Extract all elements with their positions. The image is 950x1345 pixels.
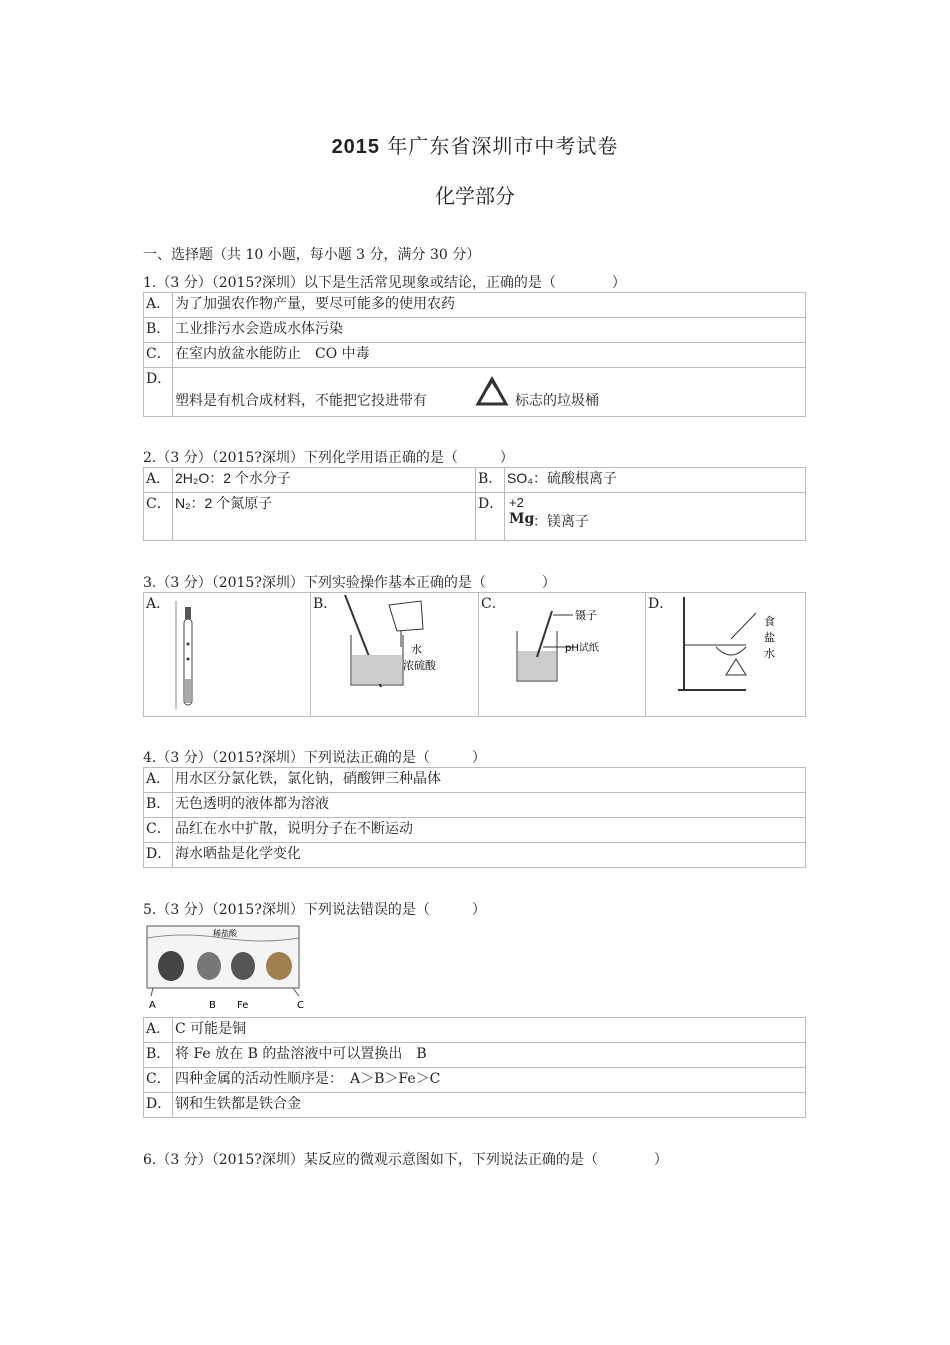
option-label: A． bbox=[146, 596, 171, 612]
option-text: C 可能是铜 bbox=[173, 1018, 806, 1043]
option-text: 四种金属的活动性顺序是： A＞B＞Fe＞C bbox=[173, 1068, 806, 1093]
option-label: C． bbox=[144, 493, 173, 541]
option-text: 将 Fe 放在 B 的盐溶液中可以置换出 B bbox=[173, 1043, 806, 1068]
figure-caption: 稀盐酸 bbox=[213, 929, 237, 938]
option-label: D． bbox=[144, 368, 173, 417]
figure-label-fe: Fe bbox=[237, 1000, 249, 1010]
exam-subtitle: 化学部分 bbox=[435, 184, 515, 208]
exam-title-text: 年广东省深圳市中考试卷 bbox=[387, 134, 619, 158]
option-text-2: 标志的垃圾桶 bbox=[515, 393, 599, 409]
option-text: SO₄：硫酸根离子 bbox=[505, 468, 806, 493]
option-text: 用水区分氯化铁，氯化钠，硝酸钾三种晶体 bbox=[173, 768, 806, 793]
option-label: C． bbox=[481, 596, 506, 612]
question-4-stem: 4.（3 分）（2015?深圳）下列说法正确的是（ ） bbox=[143, 750, 486, 766]
question-3-options bbox=[143, 592, 806, 717]
option-text: 品红在水中扩散，说明分子在不断运动 bbox=[173, 818, 806, 843]
question-2-options bbox=[143, 467, 806, 541]
option-label: C． bbox=[144, 343, 173, 368]
option-d-cell bbox=[173, 368, 806, 417]
option-label: A． bbox=[144, 293, 173, 318]
option-text: 在室内放盆水能防止 CO 中毒 bbox=[173, 343, 806, 368]
exam-year: 2015 bbox=[331, 136, 381, 158]
option-d-cell bbox=[646, 593, 806, 717]
element-symbol: Mg bbox=[509, 511, 535, 527]
test-tube-image bbox=[174, 599, 204, 711]
option-label: B． bbox=[313, 596, 338, 612]
section-heading: 一、选择题（共 10 小题，每小题 3 分，满分 30 分） bbox=[143, 247, 481, 263]
option-text: N₂：2 个氮原子 bbox=[173, 493, 476, 541]
option-label: C． bbox=[144, 818, 173, 843]
exam-title bbox=[0, 130, 950, 159]
question-6-stem: 6.（3 分）（2015?深圳）某反应的微观示意图如下，下列说法正确的是（ ） bbox=[143, 1152, 668, 1168]
option-text: 钢和生铁都是铁合金 bbox=[173, 1093, 806, 1118]
evaporation-image bbox=[676, 595, 786, 705]
option-text: 塑料是有机合成材料，不能把它投进带有 bbox=[175, 393, 427, 409]
option-label: B． bbox=[144, 318, 173, 343]
option-label: B． bbox=[476, 468, 505, 493]
option-label: A． bbox=[144, 1018, 173, 1043]
label-salt-1: 食 bbox=[764, 615, 775, 628]
question-2-stem: 2.（3 分）（2015?深圳）下列化学用语正确的是（ ） bbox=[143, 450, 514, 466]
option-text: 工业排污水会造成水体污染 bbox=[173, 318, 806, 343]
option-c-cell bbox=[479, 593, 646, 717]
option-label: B． bbox=[144, 793, 173, 818]
recycle-icon bbox=[475, 376, 509, 408]
option-d-cell bbox=[505, 493, 806, 541]
figure-label-b: B bbox=[209, 1000, 216, 1010]
option-label: D． bbox=[648, 596, 674, 612]
question-3-stem: 3.（3 分）（2015?深圳）下列实验操作基本正确的是（ ） bbox=[143, 575, 556, 591]
dilution-image bbox=[341, 595, 441, 695]
option-label: D． bbox=[476, 493, 505, 541]
option-text: 海水晒盐是化学变化 bbox=[173, 843, 806, 868]
label-water: 水 bbox=[411, 643, 422, 656]
option-label: C． bbox=[144, 1068, 173, 1093]
label-acid: 浓硫酸 bbox=[403, 659, 436, 672]
label-salt-3: 水 bbox=[764, 647, 775, 660]
option-a-cell bbox=[144, 593, 311, 717]
option-text: 无色透明的液体都为溶液 bbox=[173, 793, 806, 818]
figure-label-c: C bbox=[297, 1000, 304, 1010]
option-label: D． bbox=[144, 843, 173, 868]
question-5-options bbox=[143, 1017, 806, 1118]
question-1-options bbox=[143, 292, 806, 417]
option-b-cell bbox=[311, 593, 479, 717]
label-salt-2: 盐 bbox=[764, 631, 775, 644]
option-label: A． bbox=[144, 468, 173, 493]
question-5-stem: 5.（3 分）（2015?深圳）下列说法错误的是（ ） bbox=[143, 902, 486, 918]
label-ph-paper: pH试纸 bbox=[565, 643, 599, 654]
option-text: 2H₂O：2 个水分子 bbox=[173, 468, 476, 493]
option-text: ：镁离子 bbox=[533, 514, 589, 530]
charge-label: +2 bbox=[509, 495, 524, 510]
option-label: B． bbox=[144, 1043, 173, 1068]
option-label: D． bbox=[144, 1093, 173, 1118]
label-tweezers: 镊子 bbox=[575, 609, 597, 622]
option-label: A． bbox=[144, 768, 173, 793]
question-1-stem: 1.（3 分）（2015?深圳）以下是生活常见现象或结论，正确的是（ ） bbox=[143, 275, 626, 291]
option-text: 为了加强农作物产量，要尽可能多的使用农药 bbox=[173, 293, 806, 318]
figure-label-a: A bbox=[149, 1000, 156, 1010]
question-4-options bbox=[143, 767, 806, 868]
ph-paper-image bbox=[507, 597, 607, 687]
metals-in-acid-image bbox=[143, 924, 308, 1010]
